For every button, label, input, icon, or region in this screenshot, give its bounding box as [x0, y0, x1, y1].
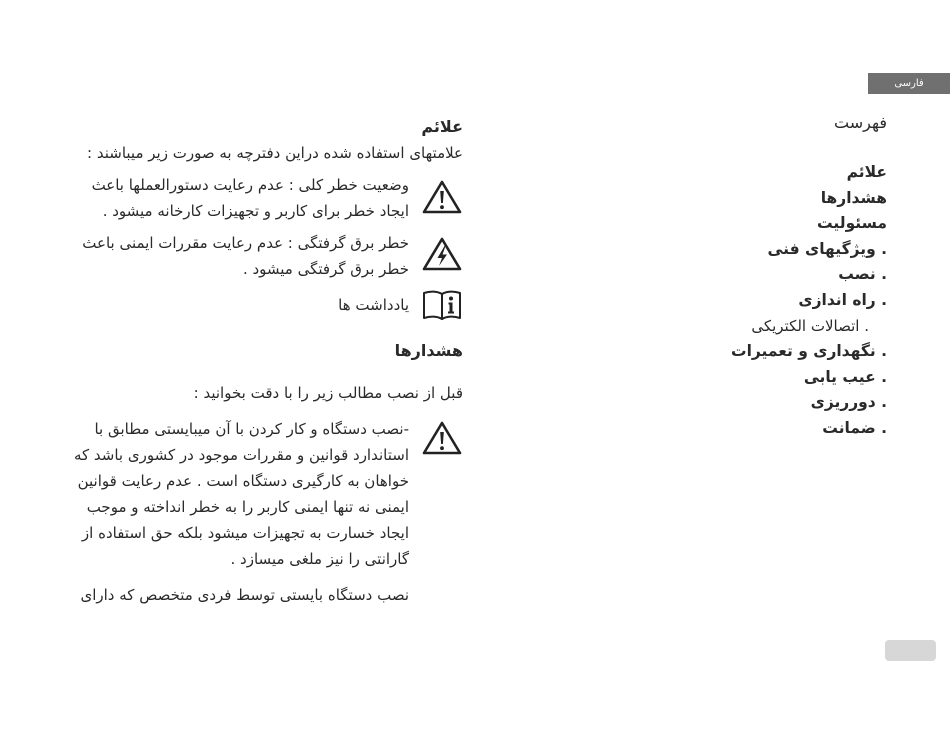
table-of-contents	[700, 110, 887, 442]
toc-list	[700, 160, 887, 442]
general-danger-line: ایجاد خطر برای کاربر و تجهیزات کارخانه میشود .	[102, 202, 409, 220]
page-number-pill	[885, 640, 936, 661]
general-danger-icon	[421, 179, 463, 219]
general-danger-text	[60, 172, 409, 224]
notes-info-icon	[421, 288, 463, 328]
installation-warning	[60, 416, 463, 572]
toc-item-disposal[interactable]: . دورریزی	[810, 393, 887, 412]
warnings-section-title: هشدارها	[394, 341, 463, 360]
installation-final-line: نصب دستگاه بایستی توسط فردی متخصص که دارای	[80, 586, 409, 604]
main-content	[60, 114, 463, 608]
symbol-notes	[60, 292, 463, 322]
symbols-intro: علامتهای استفاده شده دراین دفترچه به صورت زیر میباشند :	[87, 144, 463, 162]
toc-item-startup[interactable]: . راه اندازی	[798, 290, 887, 309]
electric-shock-line: خطر برق گرفتگی : عدم رعایت مقررات ایمنی باعث	[82, 234, 409, 252]
installation-warning-text	[60, 416, 409, 572]
electric-shock-line: خطر برق گرفتگی میشود .	[242, 260, 409, 278]
toc-item-electrical-connections[interactable]: . اتصالات الکتریکی	[751, 316, 869, 335]
toc-heading: فهرست	[834, 113, 887, 132]
toc-item-responsibility[interactable]: مسئولیت	[817, 214, 887, 233]
toc-item-installation[interactable]: . نصب	[838, 265, 887, 284]
toc-item-technical-specs[interactable]: . ویژگیهای فنی	[767, 239, 887, 258]
electric-shock-text	[60, 230, 409, 282]
notes-text	[60, 292, 409, 318]
warning-line: استاندارد قوانین و مقررات موجود در کشوری باشد که	[73, 446, 409, 464]
symbol-electric-shock	[60, 230, 463, 282]
general-danger-line: وضعیت خطر کلی : عدم رعایت دستورالعملها باعث	[91, 176, 409, 194]
toc-item-symbols[interactable]: علائم	[846, 163, 887, 181]
language-tab[interactable]: فارسی	[868, 73, 950, 94]
toc-item-warranty[interactable]: . ضمانت	[822, 418, 887, 437]
warnings-intro: قبل از نصب مطالب زیر را با دقت بخوانید :	[193, 384, 463, 402]
warning-line: ایجاد خسارت به تجهیزات میشود بلکه حق استفاده از	[81, 524, 409, 542]
symbol-general-danger	[60, 172, 463, 224]
symbols-section-title: علائم	[421, 117, 463, 136]
warning-line: گارانتی را نیز ملغی میسازد .	[230, 550, 409, 568]
notes-line: یادداشت ها	[338, 296, 409, 314]
toc-item-maintenance[interactable]: . نگهداری و تعمیرات	[731, 342, 887, 361]
warning-line: ایمنی نه تنها ایمنی کاربر را به خطر انداخته و موجب	[86, 498, 409, 516]
toc-item-warnings[interactable]: هشدارها	[820, 188, 887, 207]
toc-item-troubleshooting[interactable]: . عیب یابی	[803, 367, 887, 386]
electric-shock-icon	[421, 236, 463, 276]
general-danger-icon	[421, 420, 463, 460]
warning-line: -نصب دستگاه و کار کردن با آن میبایستی مطابق با	[94, 420, 409, 438]
warning-line: خواهان به کارگیری دستگاه است . عدم رعایت قوانین	[77, 472, 409, 490]
